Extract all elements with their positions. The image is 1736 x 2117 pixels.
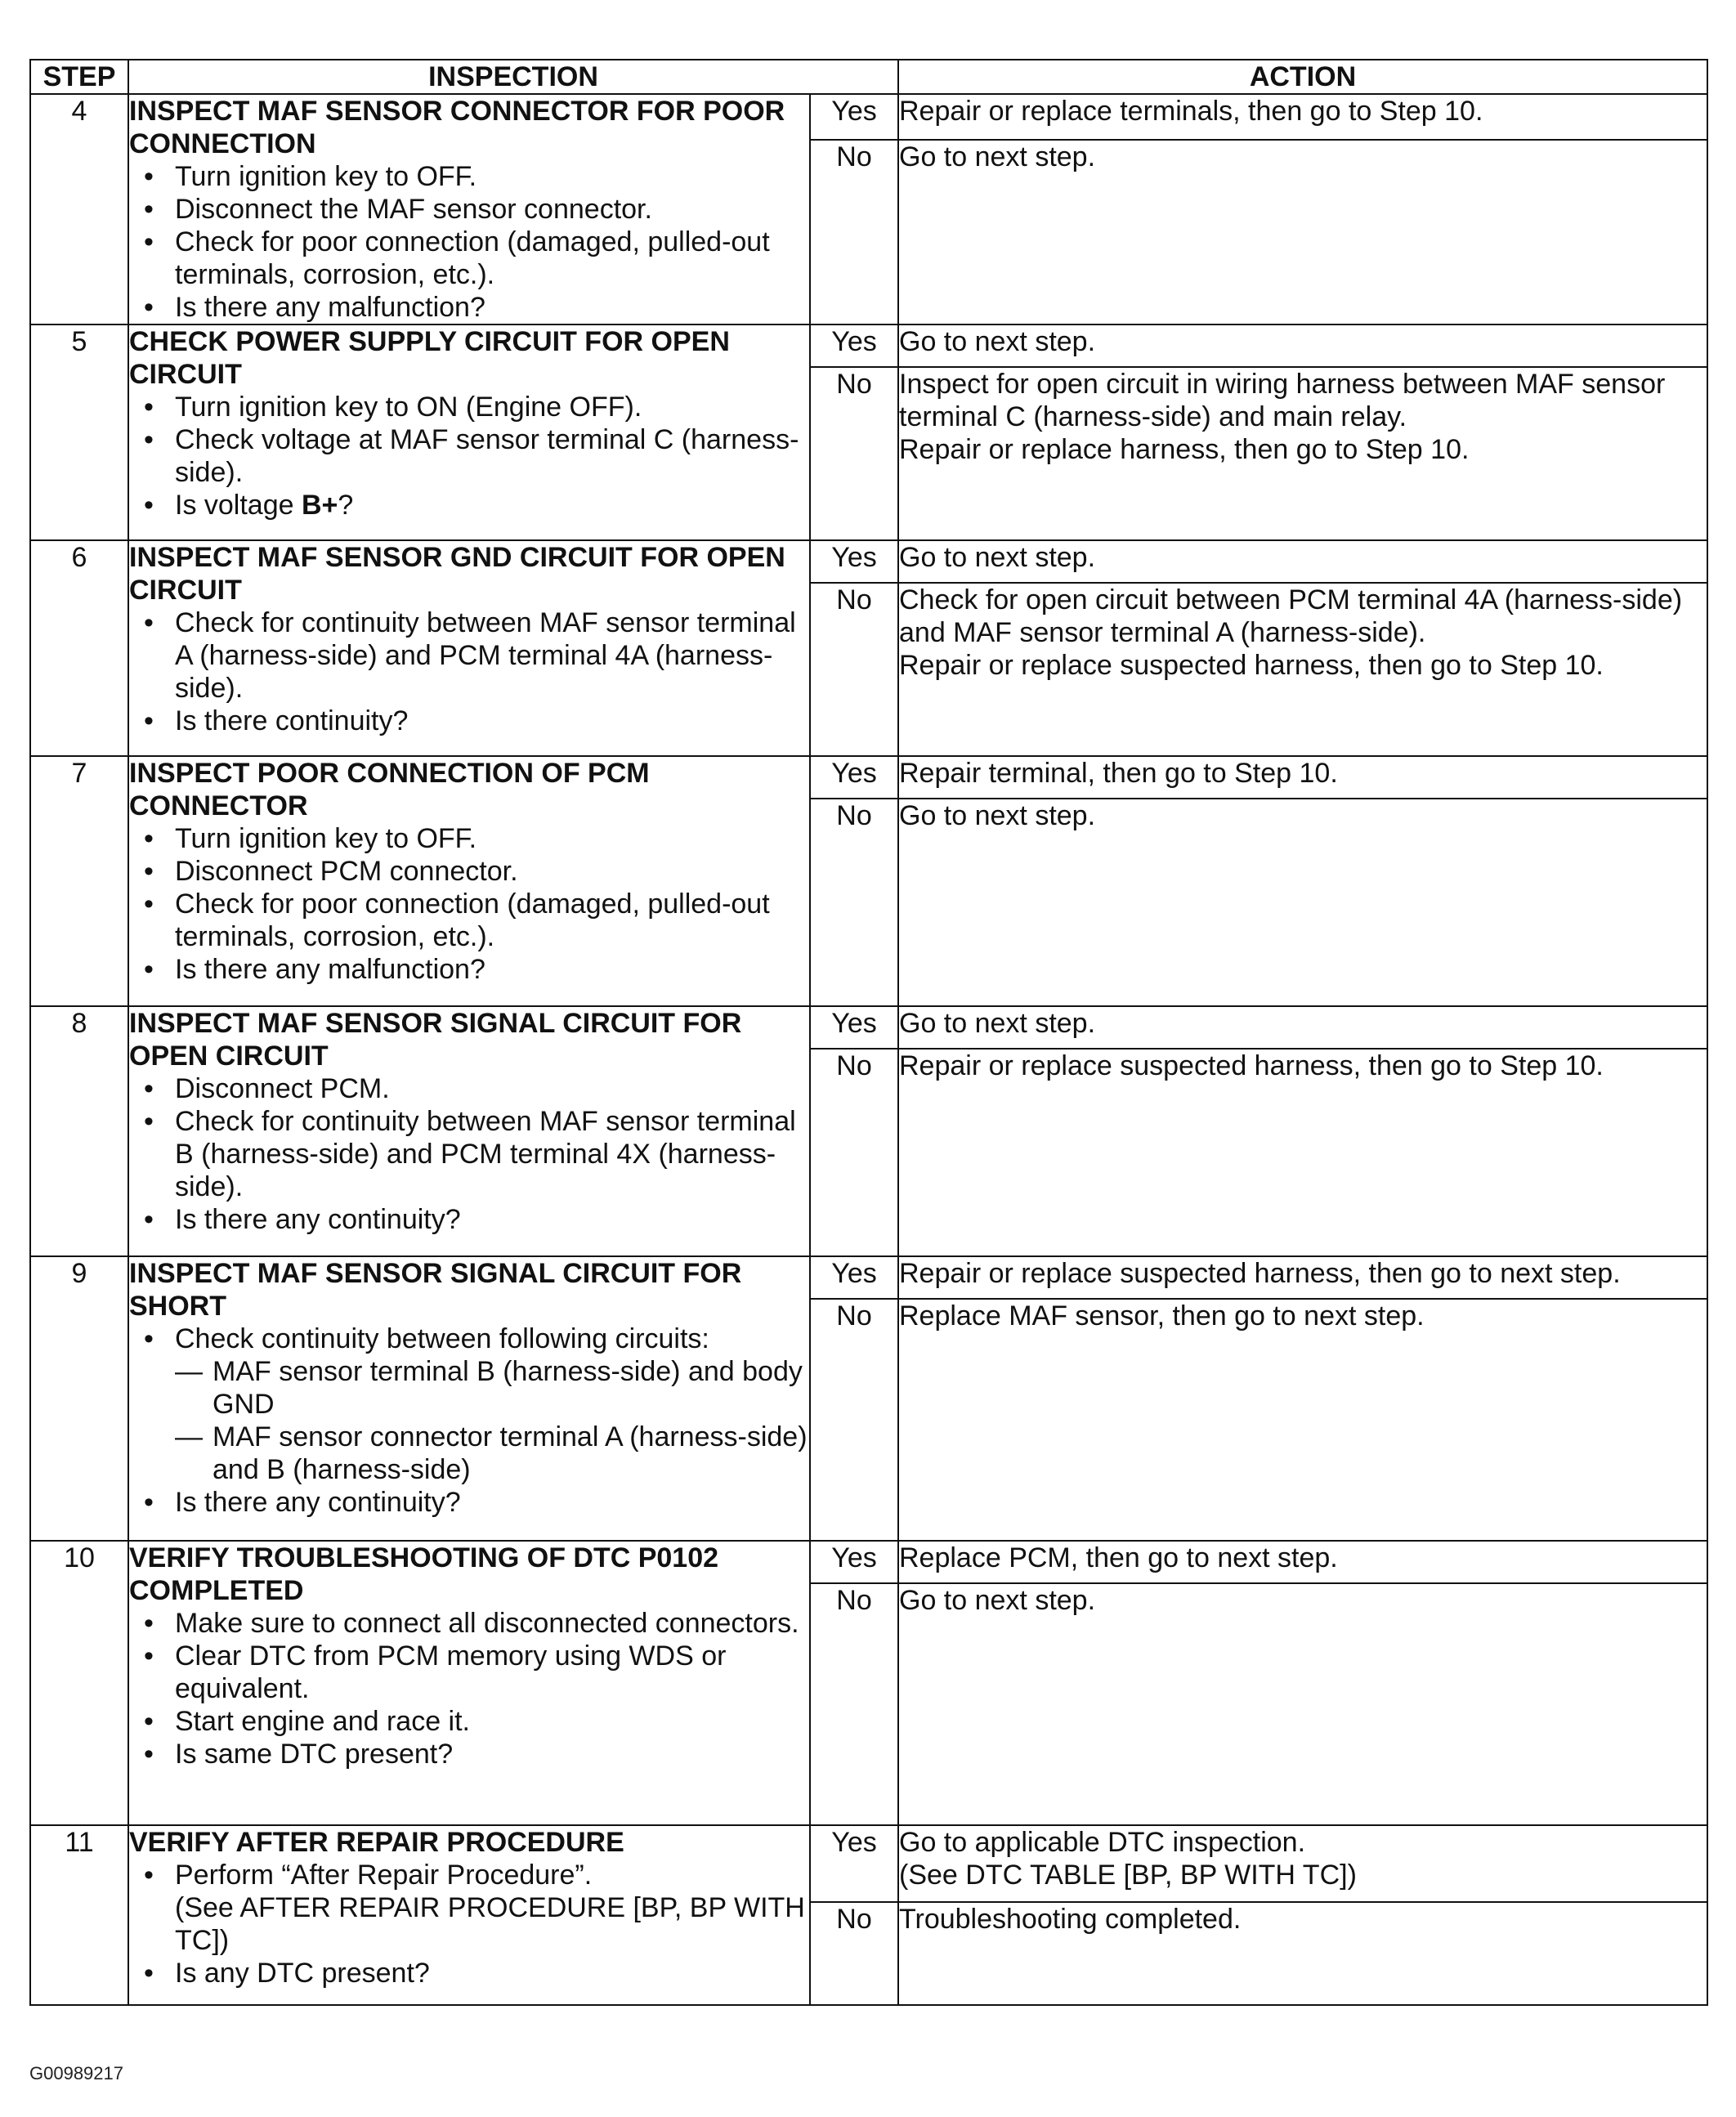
inspection-bullet: • Check for poor connection (damaged, pulled-out terminals, corrosion, etc.). [129, 226, 809, 291]
yes-action: Go to next step. [898, 324, 1707, 367]
header-step: STEP [30, 60, 128, 94]
table-row [30, 1825, 1707, 1902]
step-number: 9 [30, 1256, 128, 1541]
no-action: Replace MAF sensor, then go to next step. [898, 1299, 1707, 1541]
no-action: Go to next step. [898, 799, 1707, 1006]
inspection-cell [128, 1006, 810, 1256]
table-row [30, 1256, 1707, 1299]
no-label: No [810, 1049, 898, 1256]
step-number: 10 [30, 1541, 128, 1825]
inspection-title: INSPECT MAF SENSOR CONNECTOR FOR POOR CONNECTION [129, 96, 785, 159]
inspection-bullet: • Is there any continuity? [129, 1486, 809, 1519]
inspection-cell [128, 94, 810, 324]
inspection-bullet [129, 489, 809, 521]
yes-action: Repair terminal, then go to Step 10. [898, 756, 1707, 799]
inspection-bullet-text: • Perform “After Repair Procedure”. [175, 1860, 593, 1891]
table-row [30, 540, 1707, 583]
inspection-bullet: • Check for continuity between MAF sensor terminal A (harness-side) and PCM terminal 4A (harness-side). [129, 606, 809, 705]
no-action: Troubleshooting completed. [898, 1902, 1707, 2005]
yes-label: Yes [810, 94, 898, 140]
inspection-bullet: • Turn ignition key to OFF. [129, 160, 809, 193]
inspection-bullet: • Start engine and race it. [129, 1705, 809, 1738]
no-action-cell [898, 367, 1707, 540]
inspection-cell [128, 1541, 810, 1825]
inspection-title: VERIFY AFTER REPAIR PROCEDURE [129, 1827, 624, 1858]
table-row [30, 94, 1707, 140]
no-label: No [810, 140, 898, 324]
no-action: Go to next step. [898, 140, 1707, 324]
yes-action: Go to next step. [898, 1006, 1707, 1049]
inspection-title: INSPECT POOR CONNECTION OF PCM CONNECTOR [129, 758, 650, 821]
header-action: ACTION [898, 60, 1707, 94]
inspection-sub-bullet: — MAF sensor connector terminal A (harness-side) and B (harness-side) [175, 1421, 809, 1486]
yes-label: Yes [810, 756, 898, 799]
inspection-sub-bullet: — MAF sensor terminal B (harness-side) and body GND [175, 1355, 809, 1421]
inspection-bullet: • Is any DTC present? [129, 1957, 809, 1989]
yes-label: Yes [810, 1256, 898, 1299]
inspection-bullet: • Clear DTC from PCM memory using WDS or equivalent. [129, 1640, 809, 1705]
inspection-cell [128, 540, 810, 756]
inspection-title: CHECK POWER SUPPLY CIRCUIT FOR OPEN CIRCUIT [129, 326, 730, 390]
inspection-title: INSPECT MAF SENSOR SIGNAL CIRCUIT FOR SHORT [129, 1258, 742, 1322]
inspection-cell [128, 1256, 810, 1541]
table-row [30, 1541, 1707, 1583]
inspection-bullet: • Disconnect the MAF sensor connector. [129, 193, 809, 226]
inspection-bullet: • Check for continuity between MAF sensor terminal B (harness-side) and PCM terminal 4X (harness-side). [129, 1105, 809, 1203]
troubleshooting-table [29, 59, 1708, 2006]
inspection-cell [128, 1825, 810, 2005]
step-number: 7 [30, 756, 128, 1006]
no-label: No [810, 583, 898, 756]
voltage-value: B+ [301, 490, 338, 521]
yes-action: Repair or replace terminals, then go to Step 10. [898, 94, 1707, 140]
no-action: Go to next step. [898, 1583, 1707, 1825]
yes-label: Yes [810, 1541, 898, 1583]
inspection-bullet: • Turn ignition key to ON (Engine OFF). [129, 391, 809, 423]
header-inspection: INSPECTION [128, 60, 898, 94]
inspection-bullet: • Is same DTC present? [129, 1738, 809, 1770]
inspection-cell [128, 324, 810, 540]
inspection-bullet: • Disconnect PCM connector. [129, 855, 809, 888]
inspection-bullet [129, 1859, 809, 1957]
inspection-title: INSPECT MAF SENSOR SIGNAL CIRCUIT FOR OPEN CIRCUIT [129, 1008, 742, 1072]
yes-label: Yes [810, 324, 898, 367]
no-action: Check for open circuit between PCM terminal 4A (harness-side) and MAF sensor terminal A (harness-side). [899, 584, 1683, 648]
yes-action: Go to applicable DTC inspection. [899, 1827, 1306, 1858]
no-label: No [810, 367, 898, 540]
figure-code: G00989217 [29, 2063, 123, 2083]
inspection-bullet: • Is there any malfunction? [129, 953, 809, 986]
table-row [30, 756, 1707, 799]
table-row [30, 1006, 1707, 1049]
step-number: 8 [30, 1006, 128, 1256]
inspection-title: VERIFY TROUBLESHOOTING OF DTC P0102 COMPLETED [129, 1542, 719, 1606]
no-action-followup: Repair or replace suspected harness, then go to Step 10. [899, 650, 1604, 681]
inspection-bullet: • Is there continuity? [129, 705, 809, 737]
no-action-cell [898, 583, 1707, 756]
yes-action: Replace PCM, then go to next step. [898, 1541, 1707, 1583]
inspection-bullet: • Check for poor connection (damaged, pulled-out terminals, corrosion, etc.). [129, 888, 809, 953]
no-action: Inspect for open circuit in wiring harness between MAF sensor terminal C (harness-side) and main relay. [899, 369, 1666, 432]
inspection-bullet-text: Is voltage [175, 490, 302, 521]
inspection-bullet: • Turn ignition key to OFF. [129, 822, 809, 855]
no-action-followup: Repair or replace harness, then go to Step 10. [899, 434, 1470, 465]
no-action: Repair or replace suspected harness, then go to Step 10. [898, 1049, 1707, 1256]
yes-label: Yes [810, 540, 898, 583]
yes-action: Repair or replace suspected harness, then go to next step. [898, 1256, 1707, 1299]
inspection-bullet: • Is there any continuity? [129, 1203, 809, 1236]
inspection-bullet-text: Check continuity between following circuits: [175, 1323, 709, 1354]
inspection-cell [128, 756, 810, 1006]
yes-action: Go to next step. [898, 540, 1707, 583]
inspection-title: INSPECT MAF SENSOR GND CIRCUIT FOR OPEN CIRCUIT [129, 542, 785, 606]
inspection-bullet: • Disconnect PCM. [129, 1072, 809, 1105]
yes-label: Yes [810, 1006, 898, 1049]
step-number: 11 [30, 1825, 128, 2005]
yes-action-cell [898, 1825, 1707, 1902]
table-header-row [30, 60, 1707, 94]
no-label: No [810, 1902, 898, 2005]
step-number: 5 [30, 324, 128, 540]
inspection-bullet [129, 1323, 809, 1486]
no-label: No [810, 1583, 898, 1825]
procedure-sheet [29, 59, 1708, 2006]
step-number: 4 [30, 94, 128, 324]
inspection-bullet: • Check voltage at MAF sensor terminal C (harness-side). [129, 423, 809, 489]
inspection-bullet: • Is there any malfunction? [129, 291, 809, 324]
table-row [30, 324, 1707, 367]
yes-label: Yes [810, 1825, 898, 1902]
inspection-bullet-tail: ? [338, 490, 354, 521]
inspection-bullet-note: (See AFTER REPAIR PROCEDURE [BP, BP WITH TC]) [175, 1892, 805, 1956]
step-number: 6 [30, 540, 128, 756]
no-label: No [810, 799, 898, 1006]
inspection-bullet: • Make sure to connect all disconnected connectors. [129, 1607, 809, 1640]
no-label: No [810, 1299, 898, 1541]
yes-action-reference: (See DTC TABLE [BP, BP WITH TC]) [899, 1860, 1357, 1891]
